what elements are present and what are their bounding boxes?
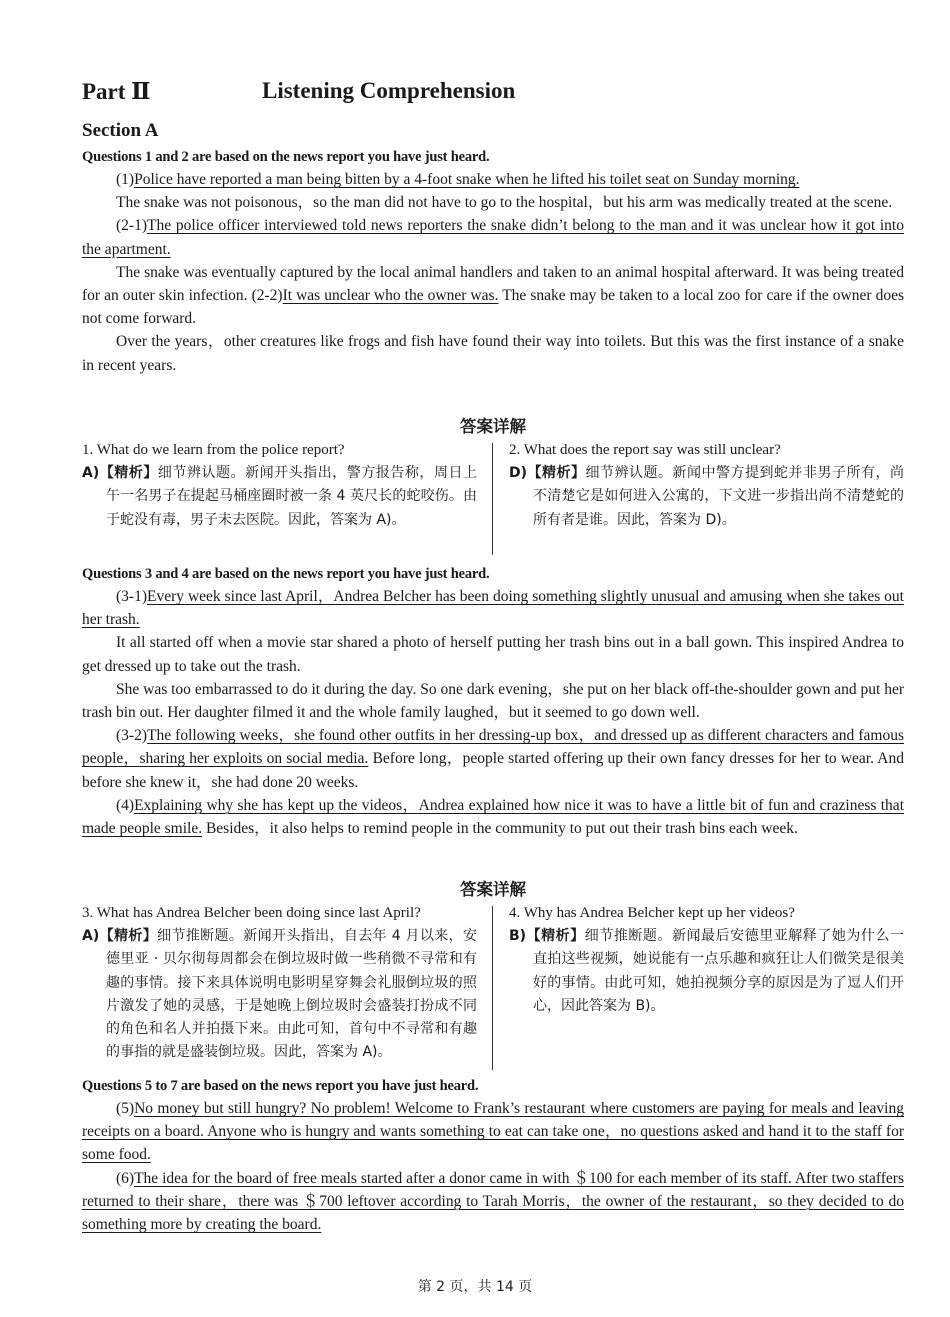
marker: (3-1) xyxy=(116,588,147,605)
section-heading: Section A xyxy=(82,120,159,141)
question-1: 1. What do we learn from the police report? xyxy=(82,442,345,458)
q12-paragraph-2: The snake was not poisonous，so the man did not have to go to the hospital，but his arm was medically treated at the scene. xyxy=(116,194,893,212)
answer-text: 细节辨认题。新闻开头指出，警方报告称，周日上午一名男子在提起马桶座圈时被一条 4 英尺长的蛇咬伤。由于蛇没有毒，男子未去医院。因此，答案为 A)。 xyxy=(106,465,478,528)
answer-letter: A) xyxy=(82,465,100,482)
q34-heading: Questions 3 and 4 are based on the news report you have just heard. xyxy=(82,566,490,582)
answer-3 xyxy=(82,925,477,1064)
answer-columns xyxy=(82,902,904,1064)
question-3: 3. What has Andrea Belcher been doing since last April? xyxy=(82,905,421,921)
underlined-text: Every week since last April，Andrea Belcher has been doing something slightly unusual and amusing when she takes out her trash. xyxy=(82,588,904,629)
answer-2 xyxy=(509,462,904,532)
marker: (3-2) xyxy=(116,727,147,745)
q12-paragraph-1 xyxy=(82,168,904,191)
q12-paragraph-3 xyxy=(82,214,904,260)
q12-passage xyxy=(82,146,904,377)
q12-answers xyxy=(82,415,904,532)
q12-paragraph-4 xyxy=(82,261,904,331)
text: Before long，people started offering up their own fancy dresses for her to wear. And before she knew it，she had done 20 weeks. xyxy=(82,750,904,791)
q57-paragraph-2 xyxy=(82,1167,904,1237)
q12-heading: Questions 1 and 2 are based on the news report you have just heard. xyxy=(82,149,490,165)
answer-text: 细节推断题。新闻最后安德里亚解释了她为什么一直拍这些视频，她说能有一点乐趣和疯狂让人们微笑是很美好的事情。由此可知，她拍视频分享的原因是为了逗人们开心，因此答案为 B)。 xyxy=(533,928,905,1014)
answer-4 xyxy=(509,925,904,1018)
q34-passage xyxy=(82,563,904,840)
q57-heading: Questions 5 to 7 are based on the news report you have just heard. xyxy=(82,1078,479,1094)
answer-left xyxy=(82,439,491,532)
answer-right xyxy=(491,439,904,532)
text: The snake may be taken to a local zoo for care if the owner does not come forward. xyxy=(82,287,905,328)
underlined-text: Police have reported a man being bitten by a 4-foot snake when he lifted his toilet seat on Sunday morning. xyxy=(134,171,800,188)
answer-title: 答案详解 xyxy=(460,880,526,899)
answer-letter: A) xyxy=(82,928,100,945)
q34-paragraph-3: She was too embarrassed to do it during the day. So one dark evening，she put on her black off-the-shoulder gown and put her trash bin out. Her daughter filmed it and the whole family laughed，but it seemed to go down well. xyxy=(82,680,904,722)
answer-left xyxy=(82,902,491,1064)
marker: (6) xyxy=(116,1169,135,1187)
marker: (5) xyxy=(116,1100,135,1117)
answer-letter: D) xyxy=(509,465,528,482)
underlined-text: The idea for the board of free meals started after a donor came in with ＄100 for each member of its staff. After two staffers returned to their share，there was ＄700 leftover according to Tarah Morris，the owner of the restaurant，so they decided to do something more by creating the board. xyxy=(82,1169,904,1234)
marker: (1) xyxy=(116,171,135,188)
answer-title: 答案详解 xyxy=(460,417,526,436)
answer-letter: B) xyxy=(509,928,527,945)
column-divider xyxy=(492,906,493,1070)
q34-answers xyxy=(82,878,904,1064)
answer-columns xyxy=(82,439,904,532)
answer-tag: 【精析】 xyxy=(99,928,158,945)
answer-tag: 【精析】 xyxy=(526,928,585,945)
underlined-text: It was unclear who the owner was. xyxy=(282,287,499,305)
answer-1 xyxy=(82,462,477,532)
marker: (4) xyxy=(116,796,135,814)
q57-passage xyxy=(82,1075,904,1236)
underlined-text: The police officer interviewed told news reporters the snake didn’t belong to the man and it was unclear how it got into the apartment. xyxy=(82,217,904,258)
q34-paragraph-4 xyxy=(82,724,904,794)
page-footer: 第 2 页，共 14 页 xyxy=(417,1279,533,1295)
text: The snake was eventually captured by the local animal handlers and taken to an animal hospital afterward. It was being treated for an outer skin infection. (2-2) xyxy=(82,263,904,305)
answer-text: 细节推断题。新闻开头指出，自去年 4 月以来，安德里亚 · 贝尔彻每周都会在倒垃圾时做一些稍微不寻常和有趣的事情。接下来具体说明电影明星穿舞会礼服倒垃圾的照片激发了她的灵感，于是她晚上倒垃圾时会盛装打扮成不同的角色和名人并拍摄下来。由此可知，首句中不寻常和有趣的事指的就是盛装倒垃圾。因此，答案为 A)。 xyxy=(106,928,477,1061)
question-2: 2. What does the report say was still unclear? xyxy=(509,442,781,458)
marker: (2-1) xyxy=(116,217,147,235)
underlined-text: Explaining why she has kept up the videos，Andrea explained how nice it was to have a little bit of fun and craziness that made people smile. xyxy=(82,796,904,838)
answer-tag: 【精析】 xyxy=(99,465,158,482)
text: Besides，it also helps to remind people in the community to put out their trash bins each week. xyxy=(202,820,798,838)
q34-paragraph-5 xyxy=(82,794,904,840)
q57-paragraph-1 xyxy=(82,1097,904,1167)
underlined-text: No money but still hungry? No problem! Welcome to Frank’s restaurant where customers are paying for meals and leaving receipts on a board. Anyone who is hungry and wants something to eat can take one，no questions asked and hand it to the staff for some food. xyxy=(82,1100,904,1164)
column-divider xyxy=(492,443,493,555)
q34-paragraph-1 xyxy=(82,585,904,631)
answer-tag: 【精析】 xyxy=(527,465,586,482)
answer-right xyxy=(491,902,904,1064)
part-title xyxy=(82,78,904,105)
q12-paragraph-5: Over the years，other creatures like frogs and fish have found their way into toilets. But this was the first instance of a snake in recent years. xyxy=(82,333,904,374)
question-4: 4. Why has Andrea Belcher kept up her videos? xyxy=(509,905,795,921)
underlined-text: The following weeks，she found other outfits in her dressing-up box，and dressed up as different characters and famous people，sharing her exploits on social media. xyxy=(82,727,904,768)
answer-text: 细节辨认题。新闻中警方提到蛇并非男子所有，尚不清楚它是如何进入公寓的，下文进一步指出尚不清楚蛇的所有者是谁。因此，答案为 D)。 xyxy=(533,465,905,528)
part-label: Part Ⅱ xyxy=(82,79,151,104)
q34-paragraph-2: It all started off when a movie star shared a photo of herself putting her trash bins out in a ball gown. This inspired Andrea to get dressed up to take out the trash. xyxy=(82,634,904,675)
part-name: Listening Comprehension xyxy=(262,78,516,103)
